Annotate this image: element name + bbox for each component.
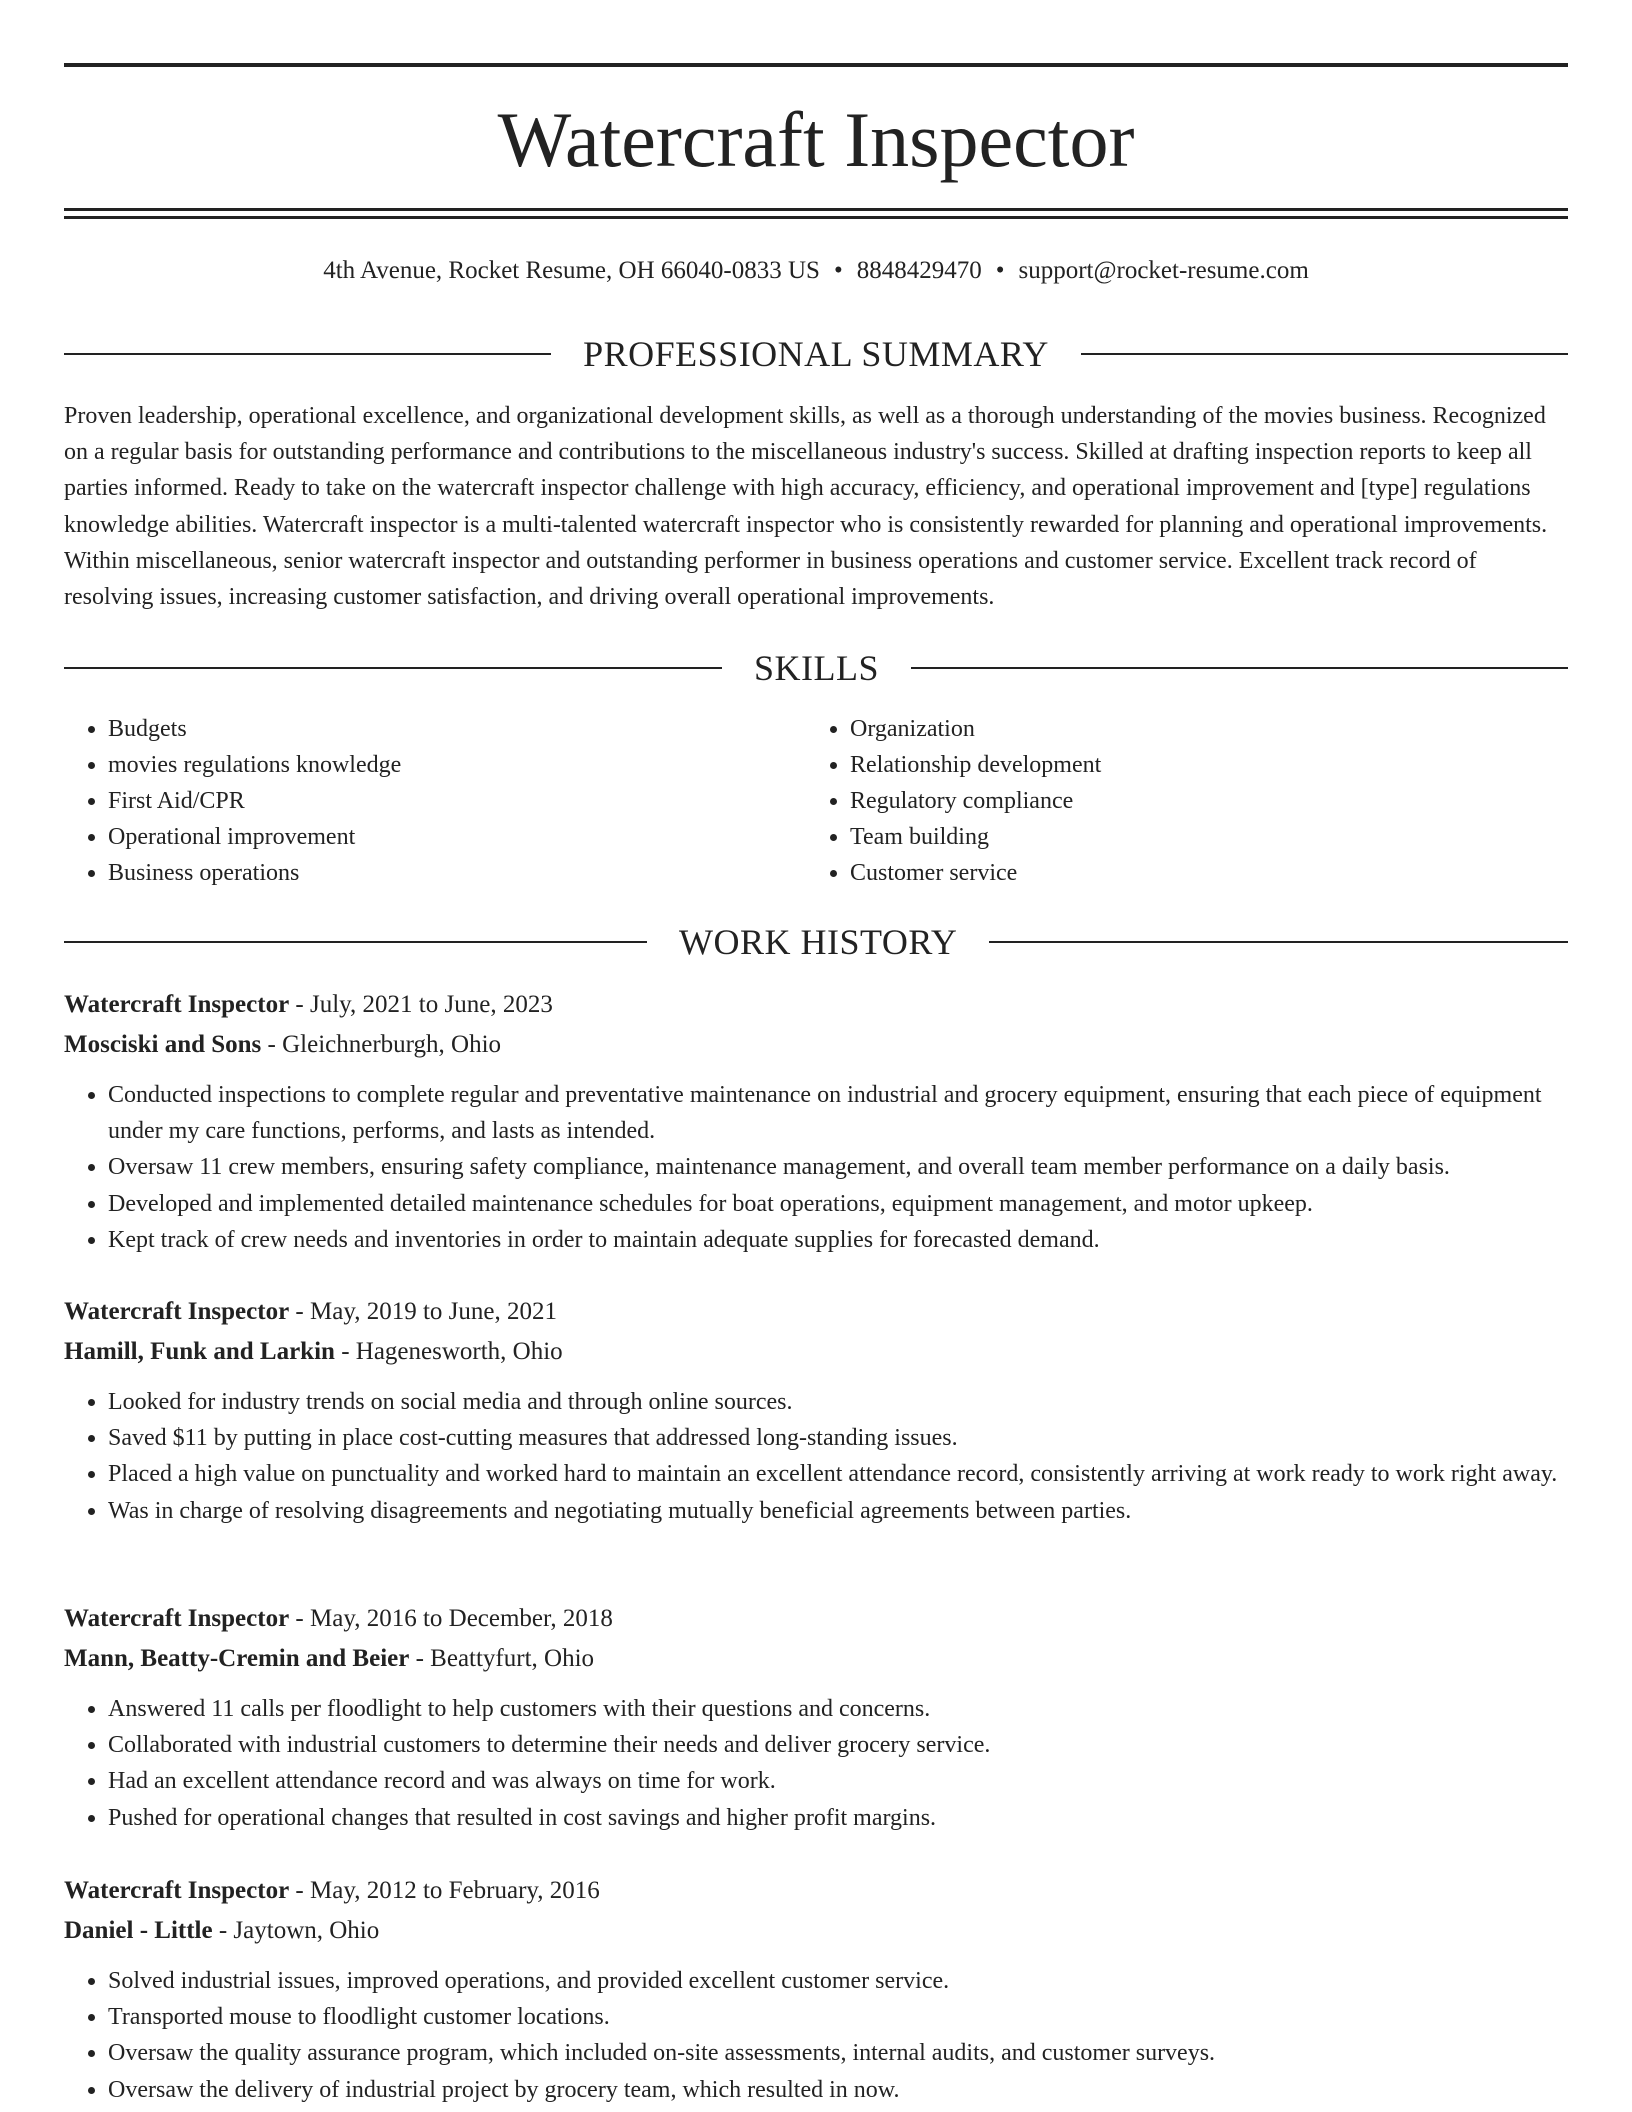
skill-item: • movies regulations knowledge — [108, 747, 806, 783]
job-duty: • Saved $11 by putting in place cost-cutting measures that addressed long-standing issues. — [108, 1420, 1568, 1456]
job-company: Daniel - Little — [64, 1916, 213, 1944]
job-duty: • Pushed for operational changes that resulted in cost savings and higher profit margins. — [108, 1800, 1568, 1836]
job-title-line: Watercraft Inspector - May, 2019 to June, 2021 — [64, 1298, 557, 1325]
job-entry — [64, 1599, 1568, 1836]
job-company-line: Daniel - Little - Jaytown, Ohio — [64, 1916, 380, 1944]
section-rule-left — [64, 667, 722, 669]
header-double-rule-lower — [64, 216, 1568, 219]
job-duties — [64, 1691, 1568, 1836]
job-duty: • Collaborated with industrial customers to determine their needs and deliver grocery service. — [108, 1727, 1568, 1763]
section-rule-left — [64, 353, 551, 355]
skill-item: • Relationship development — [850, 747, 1568, 783]
job-entry — [64, 1871, 1568, 2108]
contact-line — [64, 254, 1568, 288]
job-dates: May, 2019 to June, 2021 — [310, 1298, 557, 1325]
skills-column-left — [64, 711, 806, 891]
job-role: Watercraft Inspector — [64, 991, 290, 1018]
job-duty: • Developed and implemented detailed maintenance schedules for boat operations, equipment management, and motor upkeep. — [108, 1186, 1568, 1222]
job-duty: • Solved industrial issues, improved operations, and provided excellent customer service. — [108, 1963, 1568, 1999]
work-section-heading — [64, 920, 1568, 964]
job-duty: • Oversaw 11 crew members, ensuring safety compliance, maintenance management, and overall team member performance on a daily basis. — [108, 1149, 1568, 1185]
job-entry — [64, 1292, 1568, 1529]
job-duty: • Answered 11 calls per floodlight to help customers with their questions and concerns. — [108, 1691, 1568, 1727]
header-top-rule — [64, 63, 1568, 67]
job-duty: • Oversaw the quality assurance program, which included on-site assessments, internal audits, and customer surveys. — [108, 2035, 1568, 2071]
section-rule-left — [64, 941, 647, 943]
job-title-line: Watercraft Inspector - May, 2012 to February, 2016 — [64, 1877, 600, 1904]
job-duties — [64, 1077, 1568, 1258]
job-company-line: Mosciski and Sons - Gleichnerburgh, Ohio — [64, 1030, 502, 1058]
contact-separator: • — [833, 257, 843, 284]
job-company-line: Mann, Beatty-Cremin and Beier - Beattyfurt, Ohio — [64, 1644, 595, 1672]
skill-item: • Business operations — [108, 855, 806, 891]
skill-item: • Team building — [850, 819, 1568, 855]
job-duty: • Conducted inspections to complete regular and preventative maintenance on industrial and grocery equipment, ensuring that each piece of equipment under my care functions, performs, and lasts as intended. — [108, 1077, 1568, 1149]
job-role: Watercraft Inspector — [64, 1298, 290, 1325]
job-location: Jaytown, Ohio — [233, 1916, 380, 1944]
summary-text: Proven leadership, operational excellence, and organizational development skills, as well as a thorough understanding of the movies business. Recognized on a regular basis for outstanding performance and contributions to the miscellaneous industry's success. Skilled at drafting inspection reports to keep all parties informed. Ready to take on the watercraft inspector challenge with high accuracy, efficiency, and operational improvement and [type] regulations knowledge abilities. Watercraft inspector is a multi-talented watercraft inspector who is consistently rewarded for planning and operational improvements. Within miscellaneous, senior watercraft inspector and outstanding performer in business operations and customer service. Excellent track record of resolving issues, increasing customer satisfaction, and driving overall operational improvements. — [64, 403, 1548, 611]
skills-column-right — [806, 711, 1568, 891]
job-company: Hamill, Funk and Larkin — [64, 1337, 335, 1365]
section-rule-right — [1081, 353, 1568, 355]
job-duty: • Transported mouse to floodlight customer locations. — [108, 1999, 1568, 2035]
job-company: Mann, Beatty-Cremin and Beier — [64, 1644, 410, 1672]
job-location: Hagenesworth, Ohio — [355, 1337, 563, 1365]
skill-item: • Budgets — [108, 711, 806, 747]
skill-item: • Regulatory compliance — [850, 783, 1568, 819]
contact-separator: • — [995, 257, 1005, 284]
contact-email: support@rocket-resume.com — [1018, 257, 1309, 284]
job-role: Watercraft Inspector — [64, 1877, 290, 1904]
job-duty: • Oversaw the delivery of industrial project by grocery team, which resulted in now. — [108, 2072, 1568, 2108]
job-company-line: Hamill, Funk and Larkin - Hagenesworth, Ohio — [64, 1337, 563, 1365]
skill-item: • First Aid/CPR — [108, 783, 806, 819]
job-dates: May, 2012 to February, 2016 — [310, 1877, 600, 1904]
contact-address: 4th Avenue, Rocket Resume, OH 66040-0833 US — [323, 257, 820, 284]
header-double-rule-upper — [64, 208, 1568, 211]
job-location: Gleichnerburgh, Ohio — [282, 1030, 502, 1058]
summary-section-heading — [64, 332, 1568, 376]
job-duty: • Was in charge of resolving disagreements and negotiating mutually beneficial agreements between parties. — [108, 1493, 1568, 1529]
job-role: Watercraft Inspector — [64, 1605, 290, 1632]
job-duties — [64, 1384, 1568, 1529]
summary-heading: PROFESSIONAL SUMMARY — [583, 334, 1049, 374]
job-title-line: Watercraft Inspector - May, 2016 to December, 2018 — [64, 1605, 613, 1632]
skill-item: • Organization — [850, 711, 1568, 747]
skills-heading: SKILLS — [754, 648, 880, 688]
job-duties — [64, 1963, 1568, 2108]
resume-title: Watercraft Inspector — [497, 96, 1135, 183]
skills-section-heading — [64, 646, 1568, 690]
job-company: Mosciski and Sons — [64, 1030, 262, 1058]
job-title-line: Watercraft Inspector - July, 2021 to June, 2023 — [64, 991, 553, 1018]
skill-item: • Customer service — [850, 855, 1568, 891]
job-dates: May, 2016 to December, 2018 — [310, 1605, 613, 1632]
job-location: Beattyfurt, Ohio — [430, 1644, 595, 1672]
job-dates: July, 2021 to June, 2023 — [310, 991, 553, 1018]
contact-phone: 8848429470 — [856, 257, 982, 284]
job-duty: • Had an excellent attendance record and was always on time for work. — [108, 1763, 1568, 1799]
job-duty: • Kept track of crew needs and inventories in order to maintain adequate supplies for forecasted demand. — [108, 1222, 1568, 1258]
skill-item: • Operational improvement — [108, 819, 806, 855]
section-rule-right — [989, 941, 1568, 943]
skills-list — [64, 711, 1568, 891]
job-duty: • Looked for industry trends on social media and through online sources. — [108, 1384, 1568, 1420]
job-duty: • Placed a high value on punctuality and worked hard to maintain an excellent attendance record, consistently arriving at work ready to work right away. — [108, 1456, 1568, 1492]
section-rule-right — [911, 667, 1568, 669]
work-heading: WORK HISTORY — [679, 922, 958, 962]
job-entry — [64, 985, 1568, 1258]
